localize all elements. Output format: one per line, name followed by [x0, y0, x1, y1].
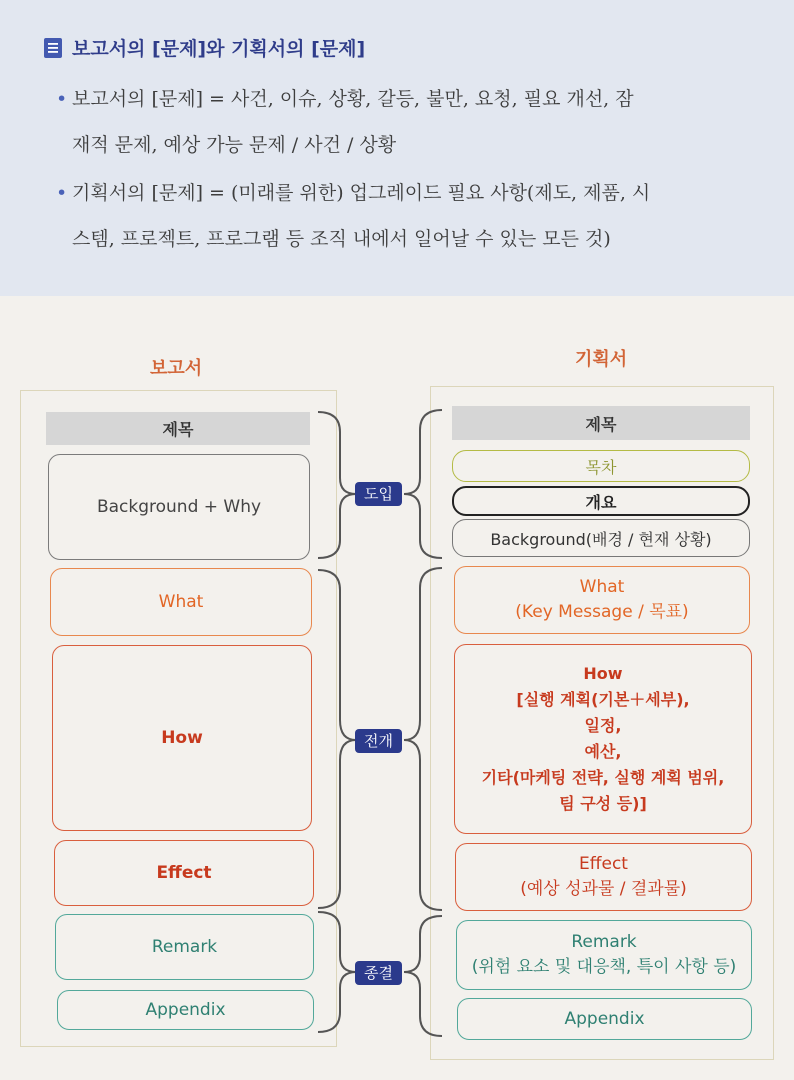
plan-remark-detail: (위험 요소 및 대응책, 특이 사항 등) — [471, 957, 737, 977]
plan-how-label: How — [583, 664, 623, 683]
bullet-line: 재적 문제, 예상 가능 문제 / 사건 / 상황 — [72, 134, 397, 156]
stage-tag-intro: 도입 — [355, 482, 402, 506]
plan-effect-detail: (예상 성과물 / 결과물) — [520, 879, 687, 899]
plan-background-box: Background(배경 / 현재 상황) — [452, 519, 750, 557]
plan-how-detail: 예산, — [584, 742, 622, 761]
intro-bracket-right — [404, 410, 442, 558]
plan-effect-label: Effect — [579, 854, 628, 874]
stage-tag-conclusion: 종결 — [355, 961, 402, 985]
plan-remark-label: Remark — [571, 932, 637, 952]
report-how-label: How — [161, 727, 203, 748]
report-background-label: Background + Why — [96, 496, 262, 517]
conclusion-bracket-left — [318, 912, 356, 1032]
plan-how-detail: 팀 구성 등)] — [559, 794, 647, 813]
plan-title-bar: 제목 — [452, 406, 750, 440]
report-column-title: 보고서 — [150, 358, 203, 379]
summary-heading-text: 보고서의 [문제]와 기획서의 [문제] — [72, 38, 366, 60]
report-what-label: What — [158, 591, 204, 612]
plan-toc-box: 목차 — [452, 450, 750, 482]
conclusion-bracket-right — [404, 916, 442, 1036]
report-title-bar: 제목 — [46, 412, 310, 445]
report-appendix-label: Appendix — [145, 999, 226, 1020]
report-remark-label: Remark — [151, 936, 218, 957]
bullet-line: 보고서의 [문제] = 사건, 이슈, 상황, 갈등, 불만, 요청, 필요 개선, 잠 — [72, 88, 634, 110]
report-effect-label: Effect — [156, 862, 212, 883]
plan-what-label: What — [579, 577, 625, 597]
development-bracket-right — [404, 568, 442, 910]
stage-tag-development: 전개 — [355, 729, 402, 753]
bullet-dot-icon: • — [56, 182, 68, 204]
bullet-line: 기획서의 [문제] = (미래를 위한) 업그레이드 필요 사항(제도, 제품, 시 — [72, 182, 651, 204]
plan-how-detail: 기타(마케팅 전략, 실행 계획 범위, — [481, 768, 725, 787]
plan-column-title: 기획서 — [575, 349, 628, 370]
plan-how-detail: [실행 계획(기본＋세부), — [516, 690, 690, 709]
intro-bracket-left — [318, 412, 356, 558]
development-bracket-left — [318, 570, 356, 908]
bullet-line: 스템, 프로젝트, 프로그램 등 조직 내에서 일어날 수 있는 모든 것) — [72, 228, 611, 250]
plan-overview-box: 개요 — [452, 486, 750, 516]
plan-appendix-label: Appendix — [564, 1008, 645, 1029]
plan-what-detail: (Key Message / 목표) — [515, 602, 689, 622]
bullet-dot-icon: • — [56, 88, 68, 110]
plan-how-detail: 일정, — [584, 716, 622, 735]
